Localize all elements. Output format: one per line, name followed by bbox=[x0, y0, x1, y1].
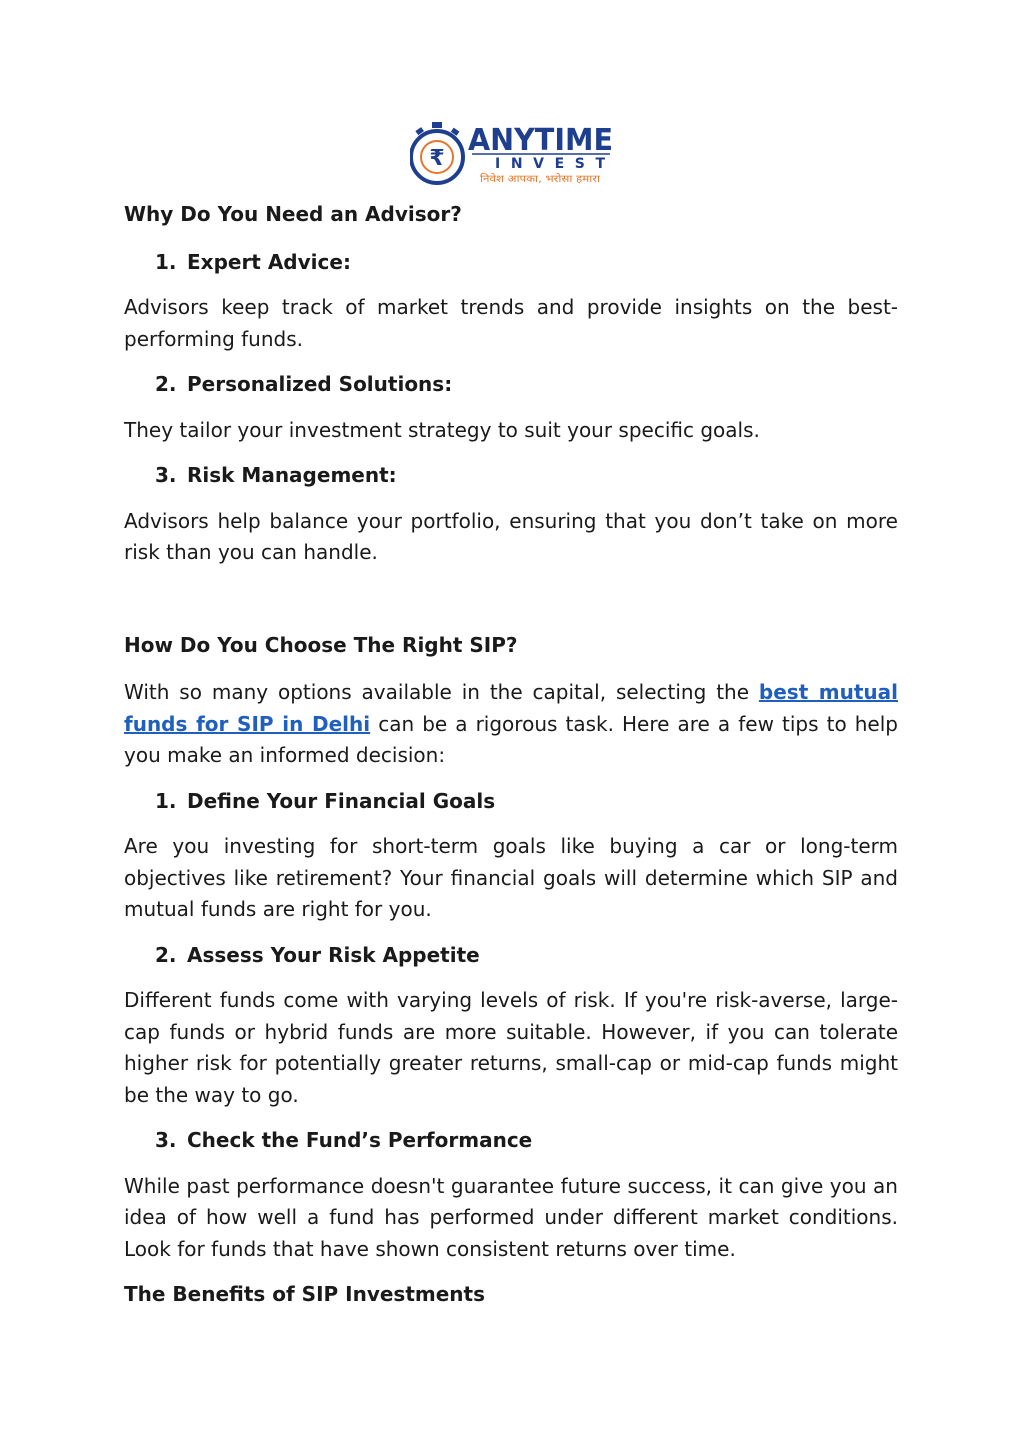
brand-tagline: निवेश आपका, भरोसा हमारा bbox=[480, 174, 584, 185]
list-item-title: 2. Assess Your Risk Appetite bbox=[155, 942, 480, 967]
rupee-symbol: ₹ bbox=[429, 146, 445, 171]
list-item-title: 1. Expert Advice: bbox=[155, 249, 351, 274]
brand-logo bbox=[410, 120, 615, 188]
paragraph: Advisors keep track of market trends and provide insights on the best-performing funds. bbox=[124, 295, 898, 351]
list-item-title: 3. Risk Management: bbox=[155, 463, 397, 487]
spacer bbox=[124, 583, 898, 630]
list-item-title: 1. Define Your Financial Goals bbox=[155, 788, 496, 813]
logo-graphic bbox=[410, 120, 615, 188]
paragraph: Different funds come with varying levels of risk. If you're risk-averse, large-cap funds or hybrid funds are more suitable. However, if you can tolerate higher risk for potentially greater returns, small-cap or mid-cap funds might be the way to go. bbox=[124, 988, 898, 1107]
section-heading-advisor: Why Do You Need an Advisor? bbox=[124, 202, 462, 226]
paragraph: Are you investing for short-term goals like buying a car or long-term objectives like retirement? Your financial goals will determine which SIP and mutual funds are right for you. bbox=[124, 834, 898, 921]
paragraph-intro: With so many options available in the capital, selecting the best mutual funds for SIP in Delhi can be a rigorous task. Here are a few tips to help you make an informed decision: bbox=[124, 680, 898, 767]
list-item-title: 2. Personalized Solutions: bbox=[155, 372, 453, 396]
document-body bbox=[124, 199, 898, 1327]
paragraph: While past performance doesn't guarantee future success, it can give you an idea of how well a fund has performed under different market conditions. Look for funds that have shown consistent returns over time. bbox=[124, 1173, 898, 1261]
section-heading-choose-sip: How Do You Choose The Right SIP? bbox=[124, 632, 518, 657]
best-mutual-funds-link[interactable]: best mutual funds for SIP in Delhi bbox=[124, 680, 898, 736]
brand-sub: INVEST bbox=[495, 156, 605, 172]
brand-name: ANYTIME bbox=[468, 123, 613, 158]
list-item-title: 3. Check the Fund’s Performance bbox=[155, 1128, 533, 1152]
paragraph: Advisors help balance your portfolio, ensuring that you don’t take on more risk than you can handle. bbox=[124, 508, 898, 564]
section-heading-benefits: The Benefits of SIP Investments bbox=[124, 1282, 485, 1306]
paragraph: They tailor your investment strategy to suit your specific goals. bbox=[124, 417, 760, 442]
